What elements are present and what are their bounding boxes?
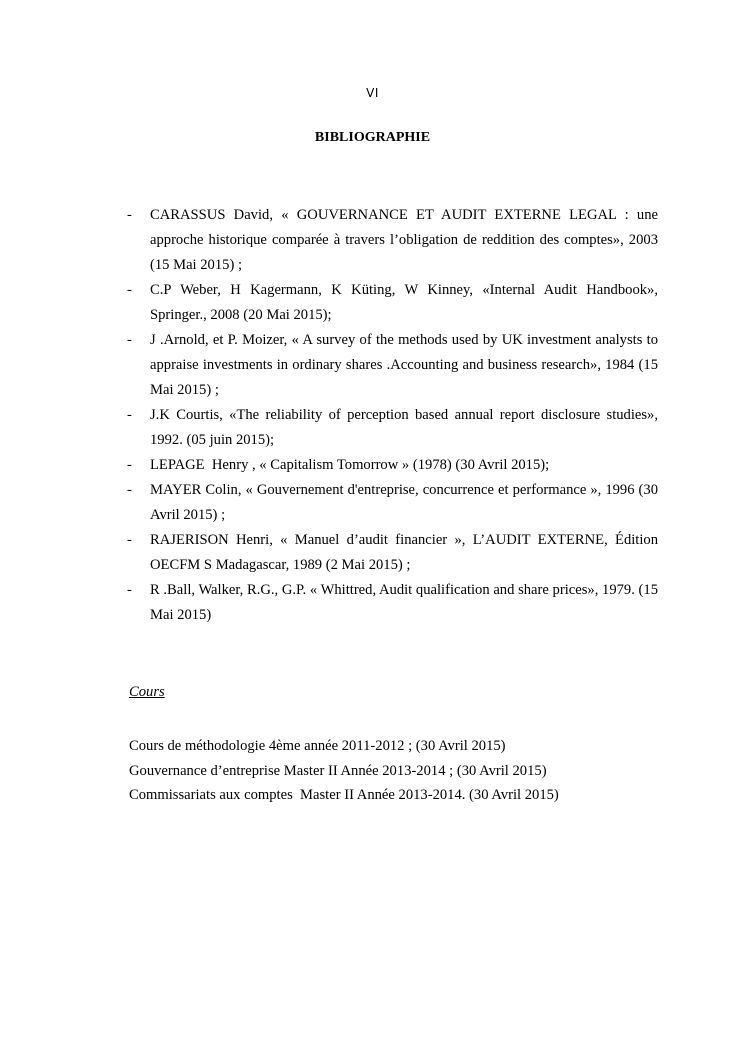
bibliography-entry-text: RAJERISON Henri, « Manuel d’audit financier », L’AUDIT EXTERNE, Édition OECFM S Madagascar, 1989 (2 Mai 2015) ; (150, 532, 658, 573)
list-bullet: - (127, 457, 132, 473)
courses-list (129, 734, 689, 808)
list-bullet: - (127, 582, 132, 598)
bibliography-entry-text: CARASSUS David, « GOUVERNANCE ET AUDIT EXTERNE LEGAL : une approche historique comparée à travers l’obligation de reddition des comptes», 2003 (15 Mai 2015) ; (150, 207, 658, 273)
bibliography-entry-text: J.K Courtis, «The reliability of perception based annual report disclosure studies», 1992. (05 juin 2015); (150, 407, 658, 448)
bibliography-entry (129, 203, 658, 278)
course-entry: Commissariats aux comptes Master II Année 2013-2014. (30 Avril 2015) (129, 787, 559, 803)
page-number: VI (366, 86, 379, 100)
list-bullet: - (127, 207, 132, 223)
bibliography-entry-text: R .Ball, Walker, R.G., G.P. « Whittred, Audit qualification and share prices», 1979. (15 Mai 2015) (150, 582, 658, 623)
course-entry: Gouvernance d’entreprise Master II Année 2013-2014 ; (30 Avril 2015) (129, 762, 547, 779)
list-bullet: - (127, 407, 132, 423)
bibliography-entry (129, 278, 658, 328)
bibliography-entry (129, 478, 658, 528)
list-bullet: - (127, 282, 132, 298)
bibliography-entry (129, 403, 658, 453)
bibliography-entry-text: C.P Weber, H Kagermann, K Küting, W Kinney, «Internal Audit Handbook», Springer., 2008 (20 Mai 2015); (150, 282, 658, 323)
list-bullet: - (127, 532, 132, 548)
bibliography-entry (129, 528, 658, 578)
bibliography-entry (129, 453, 658, 478)
list-bullet: - (127, 482, 132, 498)
bibliography-entry-text: MAYER Colin, « Gouvernement d'entreprise, concurrence et performance », 1996 (30 Avril 2015) ; (150, 482, 658, 523)
courses-heading: Cours (129, 684, 165, 700)
bibliography-list (129, 203, 658, 628)
list-bullet: - (127, 332, 132, 348)
page-title: BIBLIOGRAPHIE (314, 130, 431, 145)
course-entry: Cours de méthodologie 4ème année 2011-2012 ; (30 Avril 2015) (129, 738, 506, 754)
bibliography-entry (129, 578, 658, 628)
bibliography-entry-text: J .Arnold, et P. Moizer, « A survey of the methods used by UK investment analysts to appraise investments in ordinary shares .Accounting and business research», 1984 (15 Mai 2015) ; (150, 332, 658, 398)
bibliography-entry (129, 328, 658, 403)
bibliography-entry-text: LEPAGE Henry , « Capitalism Tomorrow » (1978) (30 Avril 2015); (150, 457, 550, 473)
